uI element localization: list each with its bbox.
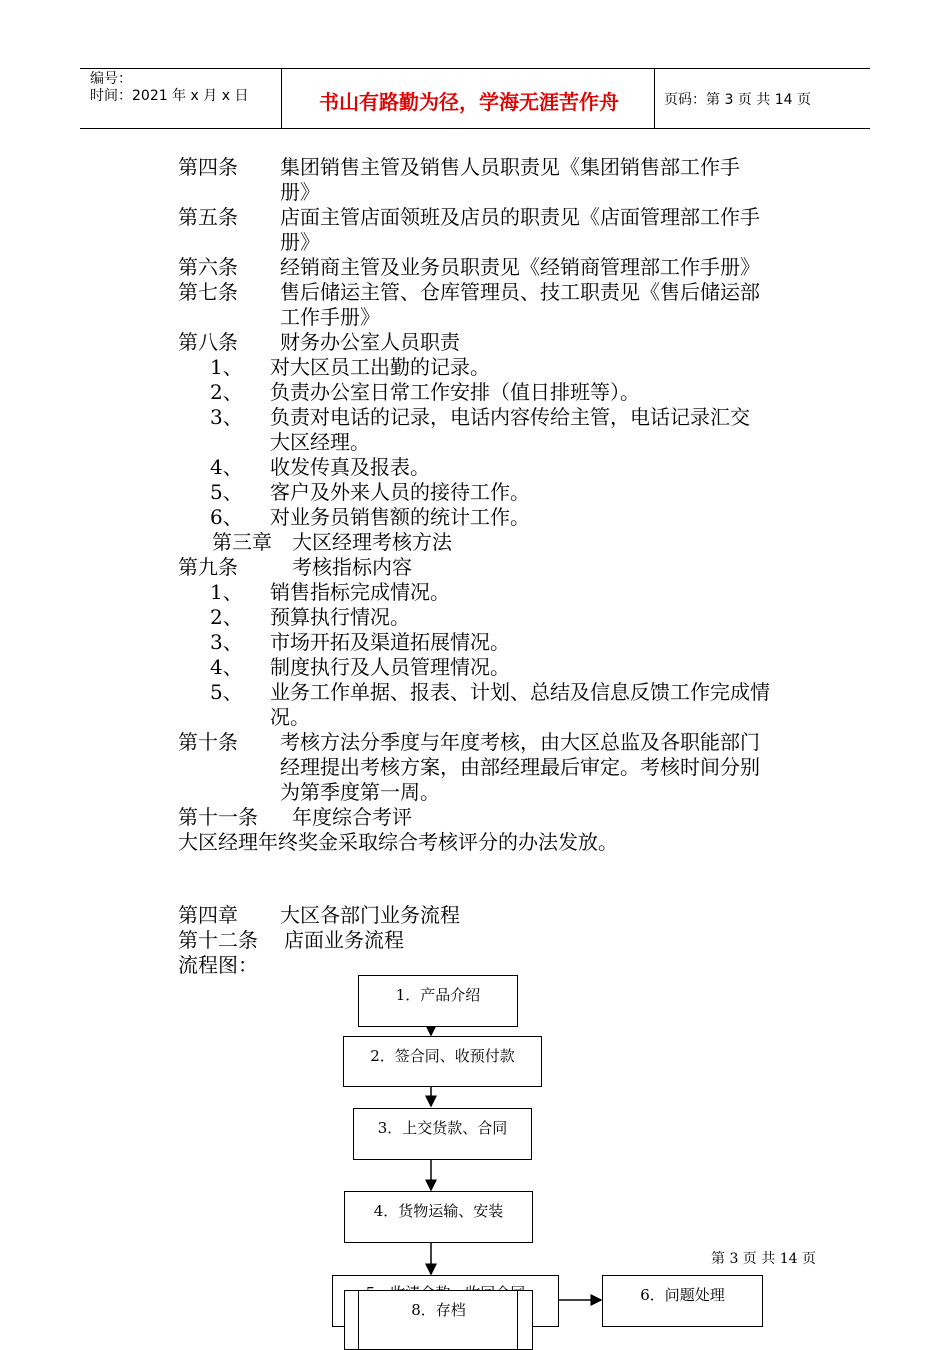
list-number: 1、 [210,580,243,604]
chapter-heading: 第三章 大区经理考核方法 [212,530,452,554]
list-item: 负责对电话的记录，电话内容传给主管，电话记录汇交 [270,405,750,429]
article-text: 经理提出考核方案，由部经理最后审定。考核时间分别 [280,755,760,779]
list-number: 1、 [210,355,243,379]
list-item: 预算执行情况。 [270,605,410,629]
chapter-heading: 大区各部门业务流程 [280,903,460,927]
list-number: 4、 [210,655,243,679]
article-label: 第八条 [178,330,238,354]
article-text: 售后储运主管、仓库管理员、技工职责见《售后储运部 [280,280,760,304]
doc-date: 时间：2021 年 x 月 x 日 [90,88,249,104]
article-text: 工作手册》 [280,305,380,329]
flow-step-transport-install [344,1191,533,1243]
list-item: 制度执行及人员管理情况。 [270,655,510,679]
list-number: 6、 [210,505,243,529]
flow-step-submit-payment [353,1108,532,1160]
list-item: 客户及外来人员的接待工作。 [270,480,530,504]
chapter-label: 第四章 [178,903,238,927]
article-text: 店面业务流程 [284,928,404,952]
list-item: 对大区员工出勤的记录。 [270,355,490,379]
list-item: 市场开拓及渠道拓展情况。 [270,630,510,654]
article-text: 店面主管店面领班及店员的职责见《店面管理部工作手 [280,205,760,229]
list-item: 况。 [270,705,310,729]
list-number: 2、 [210,380,243,404]
article-text: 册》 [280,180,320,204]
flowchart-label: 流程图： [178,953,258,977]
list-item: 销售指标完成情况。 [270,580,450,604]
header-motto: 书山有路勤为径，学海无涯苦作舟 [319,90,619,114]
flow-step-label: 6．问题处理 [640,1286,725,1304]
article-label: 第七条 [178,280,238,304]
list-item: 收发传真及报表。 [270,455,430,479]
article-text: 经销商主管及业务员职责见《经销商管理部工作手册》 [280,255,760,279]
list-number: 4、 [210,455,243,479]
article-text: 财务办公室人员职责 [280,330,460,354]
list-number: 3、 [210,405,243,429]
flow-step-product-intro [358,975,518,1027]
article-label: 第五条 [178,205,238,229]
list-item: 负责办公室日常工作安排（值日排班等）。 [270,380,640,404]
article-text: 册》 [280,230,320,254]
article-text: 集团销售主管及销售人员职责见《集团销售部工作手 [280,155,740,179]
footer-page-number: 第 3 页 共 14 页 [711,1251,816,1267]
list-item: 业务工作单据、报表、计划、总结及信息反馈工作完成情 [270,680,770,704]
article-text: 为第季度第一周。 [280,780,440,804]
list-number: 2、 [210,605,243,629]
flow-step-label: 1．产品介绍 [395,986,481,1004]
paragraph: 大区经理年终奖金采取综合考核评分的办法发放。 [178,830,618,854]
article-label: 第十一条 [178,805,258,829]
article-label: 第九条 [178,555,238,579]
list-number: 5、 [210,680,243,704]
flow-step-label: 2．签合同、收预付款 [370,1047,515,1065]
article-label: 第十条 [178,730,238,754]
article-label: 第四条 [178,155,238,179]
article-label: 第六条 [178,255,238,279]
article-text: 年度综合考评 [292,805,412,829]
header-page-number: 页码：第 3 页 共 14 页 [664,92,811,108]
article-text: 考核方法分季度与年度考核，由大区总监及各职能部门 [280,730,760,754]
article-text: 考核指标内容 [292,555,412,579]
article-label: 第十二条 [178,928,258,952]
flow-step-archive-inner-frame [358,1290,518,1350]
flow-step-sign-contract [343,1036,542,1087]
list-number: 3、 [210,630,243,654]
flow-step-label: 8．存档 [411,1301,466,1319]
list-item: 对业务员销售额的统计工作。 [270,505,530,529]
flow-step-label: 3．上交货款、合同 [377,1119,508,1137]
flow-step-issue-handling [602,1275,763,1327]
doc-number: 编号： [90,71,132,87]
list-item: 大区经理。 [270,430,370,454]
flow-step-label: 4．货物运输、安装 [373,1202,504,1220]
list-number: 5、 [210,480,243,504]
